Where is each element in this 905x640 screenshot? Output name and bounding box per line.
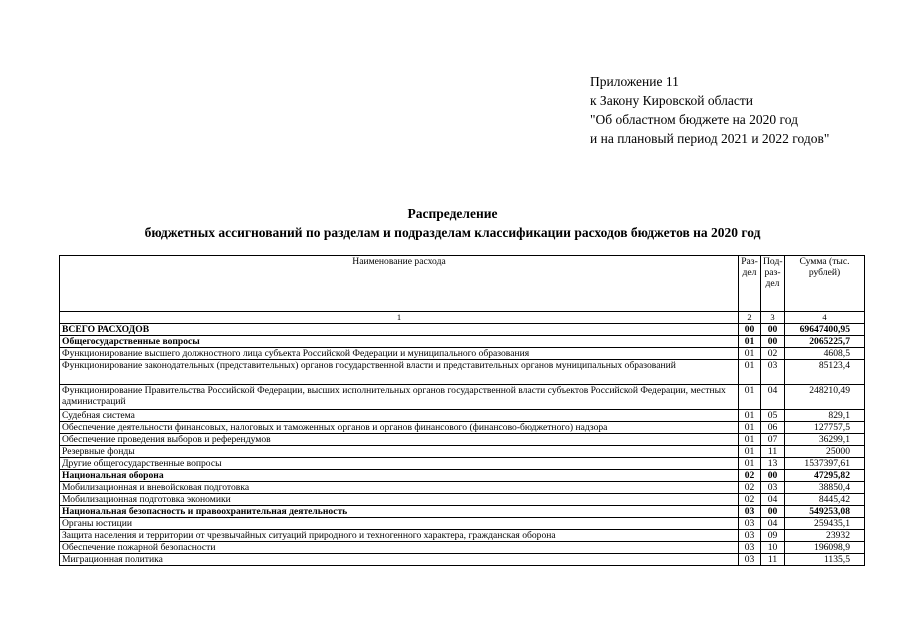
row-subsection: 04 xyxy=(761,518,785,530)
row-name: Общегосударственные вопросы xyxy=(60,336,739,348)
row-subsection: 03 xyxy=(761,482,785,494)
row-subsection: 04 xyxy=(761,385,785,410)
table-row xyxy=(60,434,865,446)
row-subsection: 02 xyxy=(761,348,785,360)
row-amount: 259435,1 xyxy=(785,518,865,530)
row-name: Обеспечение проведения выборов и референдумов xyxy=(60,434,739,446)
table-row xyxy=(60,348,865,360)
row-amount: 47295,82 xyxy=(785,470,865,482)
table-row xyxy=(60,410,865,422)
appendix-line: Приложение 11 xyxy=(590,74,679,89)
row-section: 01 xyxy=(739,422,761,434)
row-name: Национальная оборона xyxy=(60,470,739,482)
row-subsection: 13 xyxy=(761,458,785,470)
row-amount: 25000 xyxy=(785,446,865,458)
row-amount: 1537397,61 xyxy=(785,458,865,470)
column-number: 2 xyxy=(739,312,761,324)
row-section: 03 xyxy=(739,542,761,554)
header-name: Наименование расхода xyxy=(60,256,739,312)
row-name: Мобилизационная подготовка экономики xyxy=(60,494,739,506)
row-amount: 36299,1 xyxy=(785,434,865,446)
document-subtitle: бюджетных ассигнований по разделам и подразделам классификации расходов бюджетов на 2020 год xyxy=(144,225,761,240)
row-amount: 196098,9 xyxy=(785,542,865,554)
row-section: 01 xyxy=(739,360,761,385)
table-row xyxy=(60,385,865,410)
row-name: Функционирование законодательных (представительных) органов государственной власти и представительных органов муниципальных образований xyxy=(60,360,739,385)
row-section: 02 xyxy=(739,482,761,494)
table-row xyxy=(60,422,865,434)
row-name: Другие общегосударственные вопросы xyxy=(60,458,739,470)
row-subsection: 09 xyxy=(761,530,785,542)
table-row xyxy=(60,554,865,566)
row-amount: 38850,4 xyxy=(785,482,865,494)
row-amount: 8445,42 xyxy=(785,494,865,506)
row-subsection: 00 xyxy=(761,324,785,336)
row-subsection: 03 xyxy=(761,360,785,385)
table-row xyxy=(60,324,865,336)
row-section: 02 xyxy=(739,494,761,506)
row-name: Миграционная политика xyxy=(60,554,739,566)
row-section: 03 xyxy=(739,530,761,542)
row-amount: 549253,08 xyxy=(785,506,865,518)
row-name: Органы юстиции xyxy=(60,518,739,530)
row-section: 01 xyxy=(739,385,761,410)
row-subsection: 00 xyxy=(761,470,785,482)
row-section: 03 xyxy=(739,506,761,518)
table-row xyxy=(60,446,865,458)
row-name: Функционирование высшего должностного лица субъекта Российской Федерации и муниципального образования xyxy=(60,348,739,360)
column-number: 4 xyxy=(785,312,865,324)
column-number: 1 xyxy=(60,312,739,324)
row-subsection: 11 xyxy=(761,554,785,566)
table-row xyxy=(60,542,865,554)
row-section: 00 xyxy=(739,324,761,336)
header-subsection: Под-раз-дел xyxy=(761,256,785,312)
row-amount: 4608,5 xyxy=(785,348,865,360)
header-amount: Сумма (тыс. рублей) xyxy=(785,256,865,312)
appendix-line: к Закону Кировской области xyxy=(590,93,754,108)
row-subsection: 07 xyxy=(761,434,785,446)
row-section: 03 xyxy=(739,518,761,530)
row-name: Резервные фонды xyxy=(60,446,739,458)
table-row xyxy=(60,360,865,385)
row-subsection: 05 xyxy=(761,410,785,422)
header-section: Раз-дел xyxy=(739,256,761,312)
budget-table xyxy=(59,255,865,566)
row-subsection: 10 xyxy=(761,542,785,554)
table-row xyxy=(60,458,865,470)
row-section: 01 xyxy=(739,434,761,446)
row-section: 01 xyxy=(739,336,761,348)
row-name: Обеспечение пожарной безопасности xyxy=(60,542,739,554)
appendix-block xyxy=(590,72,829,148)
table-row xyxy=(60,336,865,348)
row-subsection: 00 xyxy=(761,506,785,518)
row-section: 02 xyxy=(739,470,761,482)
row-subsection: 06 xyxy=(761,422,785,434)
row-subsection: 00 xyxy=(761,336,785,348)
row-name: Обеспечение деятельности финансовых, налоговых и таможенных органов и органов финансового (финансово-бюджетного) надзора xyxy=(60,422,739,434)
row-amount: 69647400,95 xyxy=(785,324,865,336)
row-name: Мобилизационная и вневойсковая подготовка xyxy=(60,482,739,494)
row-section: 01 xyxy=(739,410,761,422)
row-amount: 829,1 xyxy=(785,410,865,422)
row-amount: 127757,5 xyxy=(785,422,865,434)
table-row xyxy=(60,530,865,542)
table-row xyxy=(60,470,865,482)
row-amount: 23932 xyxy=(785,530,865,542)
row-name: Национальная безопасность и правоохранительная деятельность xyxy=(60,506,739,518)
row-name: Судебная система xyxy=(60,410,739,422)
row-name: Функционирование Правительства Российской Федерации, высших исполнительных органов государственной власти субъектов Российской Федерации, местных администраций xyxy=(60,385,739,410)
document-title: Распределение xyxy=(407,206,498,221)
row-subsection: 11 xyxy=(761,446,785,458)
row-amount: 1135,5 xyxy=(785,554,865,566)
row-section: 01 xyxy=(739,458,761,470)
row-section: 01 xyxy=(739,446,761,458)
row-section: 03 xyxy=(739,554,761,566)
row-amount: 85123,4 xyxy=(785,360,865,385)
row-section: 01 xyxy=(739,348,761,360)
row-name: ВСЕГО РАСХОДОВ xyxy=(60,324,739,336)
column-number: 3 xyxy=(761,312,785,324)
table-row xyxy=(60,518,865,530)
row-name: Защита населения и территории от чрезвычайных ситуаций природного и техногенного характера, гражданская оборона xyxy=(60,530,739,542)
table-row xyxy=(60,494,865,506)
appendix-line: и на плановый период 2021 и 2022 годов" xyxy=(590,131,830,146)
table-row xyxy=(60,506,865,518)
row-amount: 2065225,7 xyxy=(785,336,865,348)
appendix-line: "Об областном бюджете на 2020 год xyxy=(590,112,798,127)
table-row xyxy=(60,482,865,494)
row-amount: 248210,49 xyxy=(785,385,865,410)
table-body xyxy=(60,324,865,566)
row-subsection: 04 xyxy=(761,494,785,506)
